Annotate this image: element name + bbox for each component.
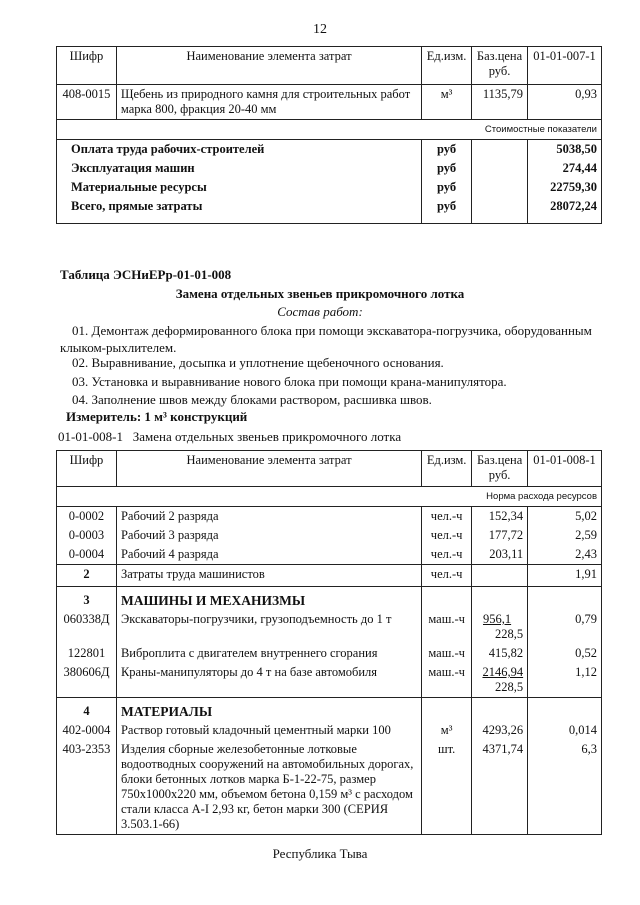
row-value: 0,79: [528, 610, 602, 644]
total-value: 22759,30: [528, 178, 602, 197]
table-row: [57, 663, 602, 698]
row-unit: [422, 587, 472, 611]
total-label: Всего, прямые затраты: [57, 197, 422, 223]
row-unit: шт.: [422, 740, 472, 835]
row-code: 403-2353: [57, 740, 117, 835]
total-value: 5038,50: [528, 140, 602, 160]
total-empty: [472, 140, 528, 160]
row-unit: м³: [422, 721, 472, 740]
row-name: Затраты труда машинистов: [116, 565, 421, 587]
row-name: Рабочий 3 разряда: [116, 526, 421, 545]
row-code: 402-0004: [57, 721, 117, 740]
section-subheading: Состав работ:: [277, 304, 363, 319]
cost-indicators-note: Стоимостные показатели: [57, 120, 602, 140]
total-empty: [472, 197, 528, 223]
total-value: 274,44: [528, 159, 602, 178]
row-name: Раствор готовый кладочный цементный марки 100: [116, 721, 421, 740]
cell-name: Щебень из природного камня для строительных работ марка 800, фракция 20-40 мм: [116, 85, 421, 120]
row-value: 1,12: [528, 663, 602, 698]
work-step: 02. Выравнивание, досыпка и уплотнение щебеночного основания.: [72, 355, 444, 370]
work-step: 03. Установка и выравнивание нового блока при помощи крана-манипулятора.: [72, 374, 507, 389]
row-name: Изделия сборные железобетонные лотковые водоотводных сооружений на автомобильных дорогах, блоки бетонных лотков марка Б-1-22-75, размер 750х1000х220 мм, объемом бетона 0,159 м³ с расходом стали класса А-I 2,93 кг, бетон марки 300 (СЕРИЯ 3.503.1-66): [116, 740, 421, 835]
price-secondary: 228,5: [494, 627, 524, 641]
table-row: [57, 507, 602, 527]
row-price: [472, 565, 528, 587]
row-price: [472, 698, 528, 722]
table-title: Таблица ЭСНиЕРр-01-01-008: [60, 267, 232, 282]
header-name: Наименование элемента затрат: [116, 451, 421, 487]
header-base-price: Баз.цена руб.: [472, 451, 528, 487]
row-value: 0,52: [528, 644, 602, 663]
row-value: 5,02: [528, 507, 602, 527]
cost-table-1: [56, 46, 602, 224]
total-label: Эксплуатация машин: [57, 159, 422, 178]
row-price: 152,34: [472, 507, 528, 527]
total-empty: [472, 159, 528, 178]
row-unit: маш.-ч: [422, 663, 472, 698]
row-unit: чел.-ч: [422, 526, 472, 545]
row-code: 122801: [57, 644, 117, 663]
section-row: [57, 698, 602, 722]
total-unit: руб: [422, 197, 472, 223]
row-value: 6,3: [528, 740, 602, 835]
page-number: 12: [313, 22, 327, 37]
row-unit: чел.-ч: [422, 565, 472, 587]
row-code: 3: [57, 587, 117, 611]
table-row: [57, 610, 602, 644]
row-code: 0-0004: [57, 545, 117, 565]
row-name: Виброплита с двигателем внутреннего сгорания: [116, 644, 421, 663]
table-row: [57, 565, 602, 587]
total-unit: руб: [422, 140, 472, 160]
cell-code: 408-0015: [57, 85, 117, 120]
price-primary: 2146,94: [482, 665, 524, 679]
row-value: [528, 698, 602, 722]
row-name: Рабочий 2 разряда: [116, 507, 421, 527]
item-code: 01-01-008-1: [58, 429, 123, 444]
item-name: Замена отдельных звеньев прикромочного лотка: [132, 429, 402, 444]
row-price: [472, 663, 528, 698]
total-unit: руб: [422, 159, 472, 178]
header-unit: Ед.изм.: [422, 451, 472, 487]
header-code: Шифр: [57, 451, 117, 487]
total-label: Оплата труда рабочих-строителей: [57, 140, 422, 160]
row-code: 380606Д: [57, 663, 117, 698]
row-name: Экскаваторы-погрузчики, грузоподъемность до 1 т: [116, 610, 421, 644]
row-name: МАШИНЫ И МЕХАНИЗМЫ: [116, 587, 421, 611]
header-code-col: 01-01-007-1: [528, 47, 602, 85]
row-unit: чел.-ч: [422, 545, 472, 565]
row-code: 060338Д: [57, 610, 117, 644]
header-name: Наименование элемента затрат: [116, 47, 421, 85]
price-secondary: 228,5: [494, 680, 524, 694]
header-code: Шифр: [57, 47, 117, 85]
total-value: 28072,24: [528, 197, 602, 223]
row-code: 2: [57, 565, 117, 587]
total-unit: руб: [422, 178, 472, 197]
table-row: [57, 721, 602, 740]
section-row: [57, 587, 602, 611]
row-value: 1,91: [528, 565, 602, 587]
row-unit: маш.-ч: [422, 644, 472, 663]
footer-region: Республика Тыва: [272, 846, 368, 861]
row-price: [472, 587, 528, 611]
row-price: 177,72: [472, 526, 528, 545]
row-value: 2,59: [528, 526, 602, 545]
cell-unit: м³: [422, 85, 472, 120]
row-price: 4371,74: [472, 740, 528, 835]
row-unit: маш.-ч: [422, 610, 472, 644]
row-name: МАТЕРИАЛЫ: [116, 698, 421, 722]
table-row: [57, 740, 602, 835]
row-name: Краны-манипуляторы до 4 т на базе автомобиля: [116, 663, 421, 698]
row-code: 0-0003: [57, 526, 117, 545]
row-name: Рабочий 4 разряда: [116, 545, 421, 565]
header-code-col: 01-01-008-1: [528, 451, 602, 487]
row-code: 4: [57, 698, 117, 722]
row-value: 0,014: [528, 721, 602, 740]
section-heading: Замена отдельных звеньев прикромочного лотка: [175, 286, 465, 301]
resource-table: [56, 450, 602, 835]
row-price: 203,11: [472, 545, 528, 565]
item-line: [58, 428, 401, 445]
total-empty: [472, 178, 528, 197]
price-primary: 956,1: [482, 612, 512, 626]
cell-price: 1135,79: [472, 85, 528, 120]
work-step: 01. Демонтаж деформированного блока при помощи экскаватора-погрузчика, оборудованным клыком-рыхлителем.: [60, 323, 592, 355]
table-row: [57, 644, 602, 663]
row-price: 415,82: [472, 644, 528, 663]
row-code: 0-0002: [57, 507, 117, 527]
header-unit: Ед.изм.: [422, 47, 472, 85]
row-unit: чел.-ч: [422, 507, 472, 527]
work-step: 04. Заполнение швов между блоками раствором, расшивка швов.: [72, 392, 432, 407]
row-price: [472, 610, 528, 644]
cell-value: 0,93: [528, 85, 602, 120]
row-unit: [422, 698, 472, 722]
row-value: 2,43: [528, 545, 602, 565]
header-base-price: Баз.цена руб.: [472, 47, 528, 85]
meter-label: Измеритель: 1 м³ конструкций: [66, 409, 248, 424]
table-row: [57, 526, 602, 545]
total-label: Материальные ресурсы: [57, 178, 422, 197]
resource-norm-note: Норма расхода ресурсов: [57, 487, 602, 507]
table-row: [57, 545, 602, 565]
row-value: [528, 587, 602, 611]
row-price: 4293,26: [472, 721, 528, 740]
